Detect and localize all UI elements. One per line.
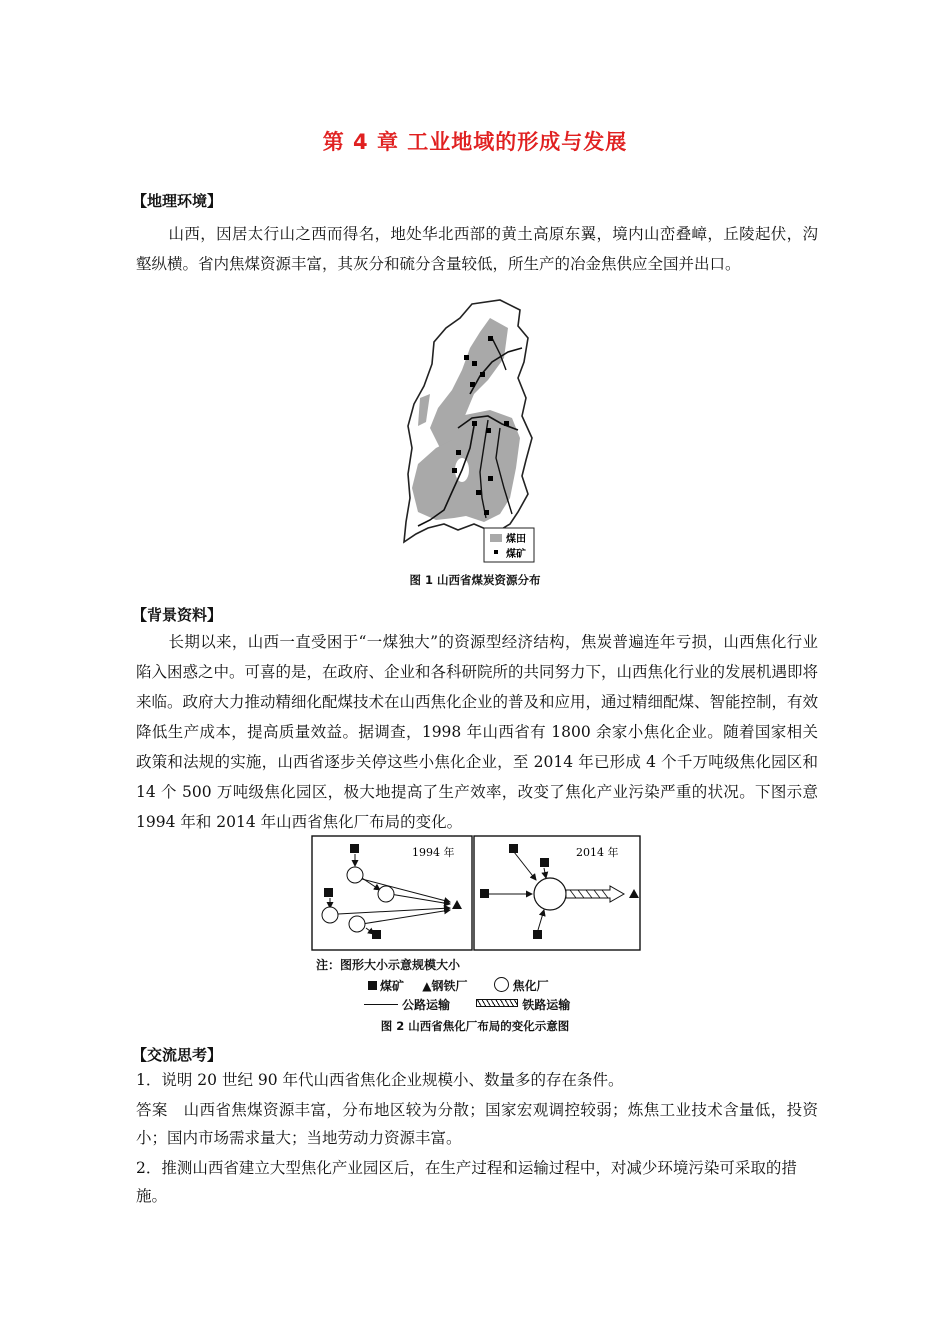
coal-mine-marker	[472, 421, 477, 426]
coal-mine-marker	[464, 355, 469, 360]
coal-mine-marker	[476, 490, 481, 495]
figure2-note: 注：图形大小示意规模大小	[316, 958, 461, 972]
legend-rail: 铁路运输	[522, 998, 571, 1012]
legend-coking-plant: 焦化厂	[512, 979, 549, 993]
environment-paragraph: 山西，因居太行山之西而得名，地处华北西部的黄土高原东翼，境内山峦叠嶂，丘陵起伏，沟壑纵横。省内焦煤资源丰富，其灰分和硫分含量较低，所生产的冶金焦供应全国并出口。	[136, 225, 818, 273]
question-2: 2．推测山西省建立大型焦化产业园区后，在生产过程和运输过程中，对减少环境污染可采取的措施。	[136, 1159, 797, 1205]
coking-plant-small	[378, 886, 394, 902]
question-1: 1．说明 20 世纪 90 年代山西省焦化企业规模小、数量多的存在条件。	[136, 1071, 624, 1089]
coal-mine-icon	[368, 981, 377, 990]
coking-plant-large	[534, 878, 566, 910]
coal-mine-marker	[350, 844, 359, 853]
coal-field-swatch	[490, 534, 502, 542]
coal-mine-marker	[324, 888, 333, 897]
legend-row-1	[368, 977, 549, 994]
label-2014: 2014 年	[576, 846, 619, 859]
coal-mine-marker	[452, 468, 457, 473]
section-heading-background: 【背景资料】	[132, 606, 223, 624]
legend-coal-mine: 煤矿	[506, 549, 526, 560]
section-heading-discussion: 【交流思考】	[132, 1046, 223, 1064]
background-paragraph: 长期以来，山西一直受困于“一煤独大”的资源型经济结构，焦炭普遍连年亏损，山西焦化行业陷入困惑之中。可喜的是，在政府、企业和各科研院所的共同努力下，山西焦化行业的发展机遇即将来临。政府大力推动精细化配煤技术在山西焦化企业的普及和应用，通过精细配煤、智能控制，有效降低生产成本，提高质量效益。据调查，1998 年山西省有 1800 余家小焦化企业。随着国家相关政策和法规的实施，山西省逐步关停这些小焦化企业，至 2014 年已形成 4 个千万吨级焦化园区和 14 个 500 万吨级焦化园区，极大地提高了生产效率，改变了焦化产业污染严重的状况。下图示意 1994 年和 2014 年山西省焦化厂布局的变化。	[136, 633, 819, 831]
page-title: 第 4 章 工业地域的形成与发展	[322, 130, 628, 154]
legend-road: 公路运输	[402, 998, 451, 1012]
rail-arrow-icon	[476, 999, 518, 1007]
coal-mine-marker	[540, 858, 549, 867]
coal-mine-swatch	[494, 550, 498, 554]
coal-mine-marker	[533, 930, 542, 939]
coal-mine-marker	[470, 382, 475, 387]
road-arrow-icon	[364, 1004, 398, 1005]
coal-mine-marker	[504, 421, 509, 426]
legend-coal-field: 煤田	[506, 534, 526, 545]
section-heading-environment: 【地理环境】	[132, 192, 223, 210]
coking-plant-small	[349, 916, 365, 932]
coal-mine-marker	[456, 450, 461, 455]
coal-mine-marker	[509, 844, 518, 853]
coal-mine-marker	[480, 372, 485, 377]
shanxi-coal-map	[400, 298, 540, 566]
figure2-caption: 图 2 山西省焦化厂布局的变化示意图	[380, 1019, 570, 1033]
coking-plant-icon	[494, 977, 509, 992]
coal-mine-marker	[486, 428, 491, 433]
coal-mine-marker	[488, 476, 493, 481]
legend-coal-mine: 煤矿	[380, 979, 405, 993]
legend-row-2	[364, 996, 570, 1013]
figure1-caption: 图 1 山西省煤炭资源分布	[409, 573, 541, 587]
steel-plant-icon: ▲	[422, 979, 432, 993]
coal-mine-marker	[472, 361, 477, 366]
coal-mine-marker	[372, 930, 381, 939]
legend-steel-plant: 钢铁厂	[431, 979, 468, 993]
coking-plant-small	[347, 867, 363, 883]
coal-mine-marker	[480, 889, 489, 898]
coking-layout-diagram	[310, 834, 642, 954]
label-1994: 1994 年	[412, 846, 455, 859]
answer-1: 答案 山西省焦煤资源丰富，分布地区较为分散；国家宏观调控较弱；炼焦工业技术含量低，投资小；国内市场需求量大；当地劳动力资源丰富。	[136, 1101, 818, 1147]
coking-plant-small	[322, 907, 338, 923]
coal-mine-marker	[484, 510, 489, 515]
coal-mine-marker	[488, 336, 493, 341]
